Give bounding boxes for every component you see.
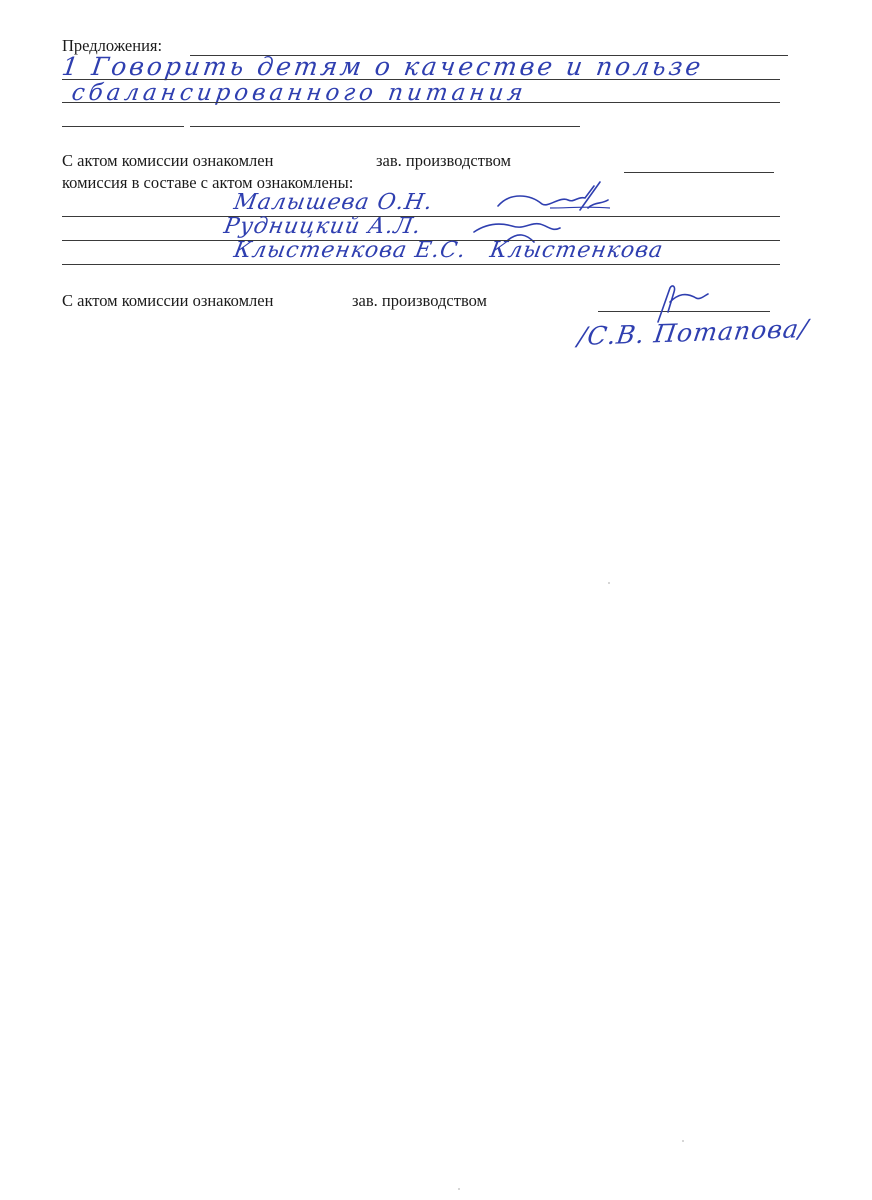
acknowledgement-2-role: зав. производством [352, 291, 487, 310]
proposals-rule-3b [190, 126, 580, 127]
acknowledgement-1-text: С актом комиссии ознакомлен [62, 151, 274, 170]
acknowledgement-1-role: зав. производством [376, 151, 511, 170]
commission-member-2-name: Рудницкий А.Л. [222, 214, 424, 239]
proposals-rule-3a [62, 126, 184, 127]
commission-member-3-signature: Клыстенкова [488, 238, 666, 263]
scan-speck [458, 1188, 460, 1190]
acknowledgement-2-signer-name: /С.В. Потапова/ [576, 314, 811, 351]
proposals-line-1: 1 Говорить детям о качестве и пользе [60, 52, 706, 81]
scan-speck [682, 1140, 684, 1142]
proposals-rule-2 [62, 102, 780, 103]
commission-member-3-name: Клыстенкова Е.С. [232, 238, 469, 263]
proposals-label: Предложения: [62, 36, 163, 55]
acknowledgement-1-signature-line [624, 172, 774, 173]
commission-member-1-name: Малышева О.Н. [232, 190, 435, 215]
acknowledgement-2-text: С актом комиссии ознакомлен [62, 291, 274, 310]
scan-speck [608, 582, 610, 584]
proposals-line-2: сбалансированного питания [70, 80, 529, 106]
commission-rule-3 [62, 264, 780, 265]
commission-text: комиссия в составе с актом ознакомлены: [62, 173, 354, 192]
